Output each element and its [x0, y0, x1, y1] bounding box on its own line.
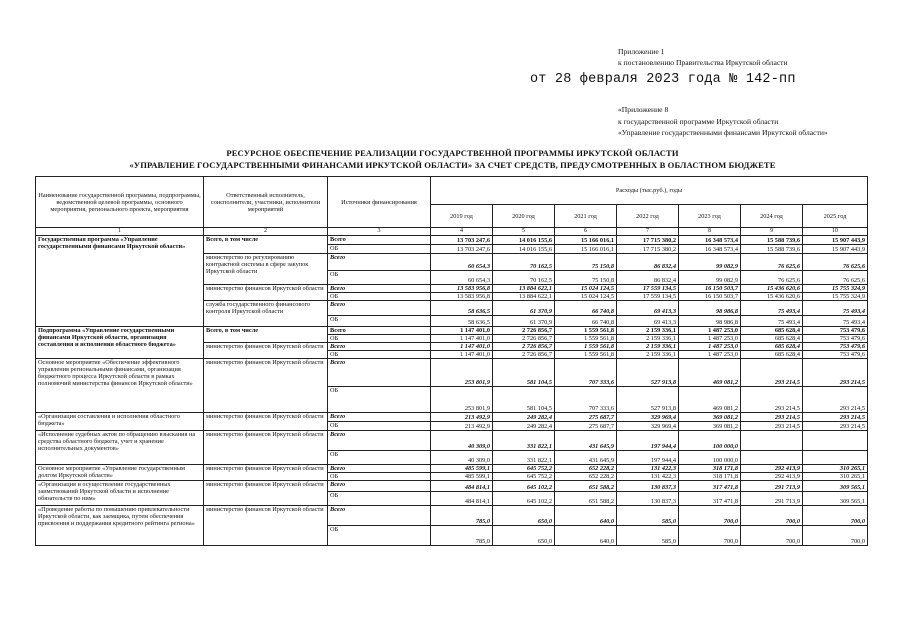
value-cell: 685 628,4 — [741, 343, 803, 351]
value-cell: 484 814,1 — [431, 481, 493, 492]
value-cell: 2 726 856,7 — [493, 351, 555, 359]
decree-reference: к постановлению Правительства Иркутской области — [618, 58, 788, 67]
value-cell: 66 740,8 — [555, 316, 617, 327]
value-cell: 130 837,3 — [617, 481, 679, 492]
value-cell: 369 081,2 — [679, 422, 741, 431]
table-row — [36, 465, 868, 473]
table-row — [36, 481, 868, 492]
header-executor: Ответственный исполнитель, соисполнители, участники, исполнители мероприятий — [204, 177, 328, 228]
value-cell: 75 150,8 — [555, 254, 617, 271]
row-source: Всего — [328, 343, 431, 351]
table-row — [36, 327, 868, 335]
row-source: ОБ — [328, 293, 431, 301]
value-cell: 98 986,8 — [679, 301, 741, 316]
table-row — [36, 236, 868, 245]
row-source: Всего — [328, 285, 431, 293]
value-cell: 197 944,4 — [617, 431, 679, 451]
value-cell: 15 755 324,9 — [803, 293, 868, 301]
value-cell: 707 333,6 — [555, 359, 617, 387]
value-cell: 785,0 — [431, 506, 493, 526]
value-cell: 2 726 856,7 — [493, 343, 555, 351]
row-source: ОБ — [328, 271, 431, 285]
value-cell: 753 479,6 — [803, 343, 868, 351]
value-cell: 331 822,1 — [493, 451, 555, 465]
header-name: Наименование государственной программы, подпрограммы, ведомственной целевой программы, основного мероприятия, регионального проекта, мероприятия — [36, 177, 204, 228]
value-cell: 100 000,0 — [679, 431, 741, 451]
value-cell: 253 801,9 — [431, 387, 493, 413]
value-cell: 70 162,5 — [493, 271, 555, 285]
value-cell: 484 814,1 — [431, 492, 493, 506]
row-source: Всего — [328, 431, 431, 451]
value-cell: 69 413,3 — [617, 316, 679, 327]
value-cell: 15 588 739,6 — [741, 236, 803, 245]
value-cell: 309 565,1 — [803, 492, 868, 506]
value-cell: 100 000,0 — [679, 451, 741, 465]
value-cell: 700,0 — [679, 506, 741, 526]
table-row — [36, 359, 868, 387]
value-cell: 527 913,8 — [617, 387, 679, 413]
value-cell: 1 147 401,0 — [431, 343, 493, 351]
value-cell: 76 625,6 — [741, 254, 803, 271]
value-cell: 14 016 155,6 — [493, 245, 555, 254]
value-cell: 99 082,9 — [679, 271, 741, 285]
value-cell: 369 081,2 — [679, 413, 741, 422]
year-header: 2024 год — [741, 205, 803, 228]
value-cell: 70 162,5 — [493, 254, 555, 271]
value-cell: 650,0 — [493, 526, 555, 546]
row-source: Всего — [328, 327, 431, 335]
value-cell: 650,0 — [493, 506, 555, 526]
column-number: 3 — [328, 228, 431, 236]
value-cell: 14 016 155,6 — [493, 236, 555, 245]
value-cell: 431 645,9 — [555, 451, 617, 465]
table-row — [36, 431, 868, 451]
value-cell: 75 493,4 — [741, 301, 803, 316]
value-cell: 685 628,4 — [741, 351, 803, 359]
value-cell: 331 822,1 — [493, 431, 555, 451]
resource-table — [35, 176, 868, 546]
value-cell: 13 884 622,1 — [493, 293, 555, 301]
value-cell: 293 214,5 — [803, 387, 868, 413]
value-cell: 75 150,8 — [555, 271, 617, 285]
value-cell: 318 171,8 — [679, 473, 741, 481]
value-cell: 76 625,6 — [741, 271, 803, 285]
year-header: 2023 год — [679, 205, 741, 228]
year-header: 2025 год — [803, 205, 868, 228]
value-cell: 2 159 336,1 — [617, 335, 679, 343]
value-cell: 2 159 336,1 — [617, 327, 679, 335]
value-cell — [803, 451, 868, 465]
value-cell: 98 986,8 — [679, 316, 741, 327]
value-cell: 15 166 016,1 — [555, 236, 617, 245]
row-name: Государственная программа «Управление государственными финансами Иркутской области» — [36, 236, 204, 327]
value-cell: 17 715 380,2 — [617, 236, 679, 245]
value-cell: 293 214,5 — [741, 422, 803, 431]
row-source: ОБ — [328, 351, 431, 359]
value-cell: 329 969,4 — [617, 422, 679, 431]
value-cell: 652 228,2 — [555, 465, 617, 473]
row-source: Всего — [328, 359, 431, 387]
row-source: ОБ — [328, 422, 431, 431]
value-cell: 16 150 503,7 — [679, 285, 741, 293]
value-cell: 2 159 336,1 — [617, 351, 679, 359]
value-cell: 753 479,6 — [803, 327, 868, 335]
column-number: 5 — [493, 228, 555, 236]
value-cell: 75 493,4 — [803, 301, 868, 316]
value-cell: 15 588 739,6 — [741, 245, 803, 254]
value-cell: 249 282,4 — [493, 422, 555, 431]
value-cell: 685 628,4 — [741, 327, 803, 335]
value-cell: 645 752,2 — [493, 465, 555, 473]
value-cell: 13 703 247,6 — [431, 245, 493, 254]
row-source: ОБ — [328, 316, 431, 327]
value-cell: 651 588,2 — [555, 492, 617, 506]
value-cell: 318 171,8 — [679, 465, 741, 473]
value-cell: 700,0 — [803, 526, 868, 546]
value-cell: 310 265,1 — [803, 465, 868, 473]
row-executor: Всего, в том числе — [204, 236, 328, 254]
header-expenses: Расходы (тыс.руб.), годы — [431, 177, 868, 205]
decree-date-number: от 28 февраля 2023 года № 142-пп — [530, 72, 796, 87]
row-name: Основное мероприятие «Обеспечение эффективного управления региональными финансами, организация бюджетного процесса Иркутской области в рамках полномочий министерства финансов Иркутской области» — [36, 359, 204, 413]
column-number: 10 — [803, 228, 868, 236]
value-cell: 99 082,9 — [679, 254, 741, 271]
value-cell: 1 487 253,0 — [679, 351, 741, 359]
row-source: Всего — [328, 481, 431, 492]
value-cell: 1 487 253,0 — [679, 335, 741, 343]
value-cell: 58 636,5 — [431, 316, 493, 327]
year-header: 2020 год — [493, 205, 555, 228]
value-cell: 527 913,8 — [617, 359, 679, 387]
value-cell: 581 104,5 — [493, 387, 555, 413]
value-cell: 86 832,4 — [617, 271, 679, 285]
value-cell: 275 687,7 — [555, 422, 617, 431]
value-cell: 131 422,3 — [617, 465, 679, 473]
row-executor: Всего, в том числе — [204, 327, 328, 343]
value-cell: 291 713,9 — [741, 481, 803, 492]
value-cell: 15 755 324,9 — [803, 285, 868, 293]
row-name: «Организация и осуществление государственных заимствований Иркутской области и исполнение обязательств по ним» — [36, 481, 204, 506]
row-source: ОБ — [328, 473, 431, 481]
value-cell: 76 625,6 — [803, 271, 868, 285]
value-cell: 685 628,4 — [741, 335, 803, 343]
value-cell: 15 166 016,1 — [555, 245, 617, 254]
row-executor: министерство финансов Иркутской области — [204, 413, 328, 431]
value-cell: 197 944,4 — [617, 451, 679, 465]
row-executor: министерство финансов Иркутской области — [204, 343, 328, 359]
value-cell: 1 559 561,8 — [555, 343, 617, 351]
value-cell: 1 147 401,0 — [431, 327, 493, 335]
value-cell: 329 969,4 — [617, 413, 679, 422]
value-cell: 585,0 — [617, 526, 679, 546]
value-cell: 431 645,9 — [555, 431, 617, 451]
value-cell: 16 348 573,4 — [679, 245, 741, 254]
value-cell: 75 493,4 — [803, 316, 868, 327]
value-cell: 700,0 — [741, 526, 803, 546]
value-cell — [741, 451, 803, 465]
value-cell: 293 214,5 — [741, 387, 803, 413]
row-source: Всего — [328, 465, 431, 473]
value-cell: 652 228,2 — [555, 473, 617, 481]
value-cell: 293 214,5 — [803, 422, 868, 431]
value-cell: 69 413,3 — [617, 301, 679, 316]
value-cell: 291 713,9 — [741, 492, 803, 506]
value-cell: 700,0 — [741, 506, 803, 526]
row-source: Всего — [328, 506, 431, 526]
value-cell — [741, 431, 803, 451]
column-number: 6 — [555, 228, 617, 236]
row-source: ОБ — [328, 245, 431, 254]
value-cell: 213 492,9 — [431, 422, 493, 431]
value-cell: 131 422,3 — [617, 473, 679, 481]
row-source: Всего — [328, 413, 431, 422]
value-cell: 2 726 856,7 — [493, 327, 555, 335]
value-cell: 1 147 401,0 — [431, 335, 493, 343]
value-cell: 292 413,9 — [741, 473, 803, 481]
row-source: ОБ — [328, 492, 431, 506]
value-cell: 275 687,7 — [555, 413, 617, 422]
program-reference: к государственной программе Иркутской области — [618, 116, 779, 126]
year-header: 2021 год — [555, 205, 617, 228]
appendix-8-label: «Приложение 8 — [618, 105, 669, 114]
value-cell: 640,0 — [555, 506, 617, 526]
value-cell: 130 837,3 — [617, 492, 679, 506]
row-source: Всего — [328, 301, 431, 316]
table-row — [36, 413, 868, 422]
value-cell: 13 703 247,6 — [431, 236, 493, 245]
year-header: 2019 год — [431, 205, 493, 228]
row-source: ОБ — [328, 387, 431, 413]
value-cell: 13 583 956,8 — [431, 293, 493, 301]
row-executor: служба государственного финансового контроля Иркутской области — [204, 301, 328, 327]
row-name: «Исполнение судебных актов по обращению взыскания на средства областного бюджета, учет и хранение исполнительных документов» — [36, 431, 204, 465]
value-cell: 645 102,2 — [493, 481, 555, 492]
appendix-1-label: Приложение 1 — [618, 47, 665, 56]
value-cell: 61 370,9 — [493, 316, 555, 327]
value-cell: 17 715 380,2 — [617, 245, 679, 254]
value-cell: 15 436 620,6 — [741, 285, 803, 293]
value-cell: 15 907 443,9 — [803, 245, 868, 254]
value-cell: 60 654,3 — [431, 254, 493, 271]
document-title-line-2: «УПРАВЛЕНИЕ ГОСУДАРСТВЕННЫМИ ФИНАНСАМИ ИРКУТСКОЙ ОБЛАСТИ» ЗА СЧЕТ СРЕДСТВ, ПРЕДУСМОТРЕННЫХ В ОБЛАСТНОМ БЮДЖЕТЕ — [129, 160, 776, 170]
row-source: Всего — [328, 254, 431, 271]
value-cell: 253 801,9 — [431, 359, 493, 387]
value-cell: 249 282,4 — [493, 413, 555, 422]
value-cell: 76 625,6 — [803, 254, 868, 271]
appendix-8-header — [618, 104, 828, 139]
value-cell: 292 413,9 — [741, 465, 803, 473]
value-cell: 645 752,2 — [493, 473, 555, 481]
value-cell: 293 214,5 — [741, 413, 803, 422]
value-cell: 700,0 — [803, 506, 868, 526]
value-cell: 645 102,2 — [493, 492, 555, 506]
value-cell: 317 471,8 — [679, 481, 741, 492]
value-cell: 213 492,9 — [431, 413, 493, 422]
value-cell: 293 214,5 — [803, 359, 868, 387]
value-cell: 707 333,6 — [555, 387, 617, 413]
value-cell: 58 636,5 — [431, 301, 493, 316]
value-cell: 16 348 573,4 — [679, 236, 741, 245]
value-cell: 753 479,6 — [803, 335, 868, 343]
row-executor: министерство финансов Иркутской области — [204, 465, 328, 481]
value-cell: 785,0 — [431, 526, 493, 546]
column-number: 1 — [36, 228, 204, 236]
value-cell: 15 907 443,9 — [803, 236, 868, 245]
row-executor: министерство финансов Иркутской области — [204, 431, 328, 465]
value-cell: 15 024 124,5 — [555, 285, 617, 293]
value-cell: 1 487 253,0 — [679, 343, 741, 351]
value-cell: 700,0 — [679, 526, 741, 546]
row-name: Основное мероприятие «Управление государственным долгом Иркутской области» — [36, 465, 204, 481]
value-cell: 1 559 561,8 — [555, 351, 617, 359]
value-cell: 317 471,8 — [679, 492, 741, 506]
row-name: «Организация составления и исполнения областного бюджета» — [36, 413, 204, 431]
value-cell: 2 726 856,7 — [493, 335, 555, 343]
value-cell: 17 559 134,5 — [617, 285, 679, 293]
value-cell: 640,0 — [555, 526, 617, 546]
program-name: «Управление государственными финансами Иркутской области» — [618, 128, 828, 137]
row-source: ОБ — [328, 526, 431, 546]
value-cell: 485 599,1 — [431, 465, 493, 473]
year-header: 2022 год — [617, 205, 679, 228]
value-cell: 585,0 — [617, 506, 679, 526]
value-cell: 13 583 956,8 — [431, 285, 493, 293]
appendix-header — [618, 46, 788, 68]
row-source: ОБ — [328, 451, 431, 465]
value-cell: 1 487 253,0 — [679, 327, 741, 335]
value-cell: 40 309,0 — [431, 431, 493, 451]
header-source: Источники финансирования — [328, 177, 431, 228]
value-cell: 1 559 561,8 — [555, 327, 617, 335]
value-cell: 13 884 622,1 — [493, 285, 555, 293]
row-executor: министерство по регулированию контрактной системы в сфере закупок Иркутской области — [204, 254, 328, 285]
column-number-row — [36, 228, 868, 236]
document-title-line-1: РЕСУРСНОЕ ОБЕСПЕЧЕНИЕ РЕАЛИЗАЦИИ ГОСУДАРСТВЕННОЙ ПРОГРАММЫ ИРКУТСКОЙ ОБЛАСТИ — [226, 148, 679, 158]
value-cell: 310 265,1 — [803, 473, 868, 481]
row-executor: министерство финансов Иркутской области — [204, 359, 328, 413]
value-cell — [803, 431, 868, 451]
value-cell: 293 214,5 — [741, 359, 803, 387]
value-cell: 86 832,4 — [617, 254, 679, 271]
table-row — [36, 506, 868, 526]
row-name: «Проведение работы по повышению привлекательности Иркутской области, как заемщика, путем обеспечения присвоения и поддержания кредитного рейтинга региона» — [36, 506, 204, 546]
value-cell: 651 588,2 — [555, 481, 617, 492]
value-cell: 309 565,1 — [803, 481, 868, 492]
value-cell: 60 654,3 — [431, 271, 493, 285]
value-cell: 293 214,5 — [803, 413, 868, 422]
value-cell: 61 370,9 — [493, 301, 555, 316]
value-cell: 2 159 336,1 — [617, 343, 679, 351]
row-name: Подпрограмма «Управление государственными финансами Иркутской области, организация составления и исполнения областного бюджета» — [36, 327, 204, 359]
value-cell: 1 559 561,8 — [555, 335, 617, 343]
value-cell: 753 479,6 — [803, 351, 868, 359]
value-cell: 15 024 124,5 — [555, 293, 617, 301]
column-number: 9 — [741, 228, 803, 236]
row-executor: министерство финансов Иркутской области — [204, 506, 328, 546]
column-number: 7 — [617, 228, 679, 236]
row-source: ОБ — [328, 335, 431, 343]
value-cell: 1 147 401,0 — [431, 351, 493, 359]
value-cell: 469 081,2 — [679, 359, 741, 387]
row-executor: министерство финансов Иркутской области — [204, 481, 328, 506]
value-cell: 40 309,0 — [431, 451, 493, 465]
value-cell: 469 081,2 — [679, 387, 741, 413]
column-number: 4 — [431, 228, 493, 236]
value-cell: 75 493,4 — [741, 316, 803, 327]
column-number: 2 — [204, 228, 328, 236]
row-executor: министерство финансов Иркутской области — [204, 285, 328, 301]
value-cell: 485 599,1 — [431, 473, 493, 481]
value-cell: 66 740,8 — [555, 301, 617, 316]
value-cell: 16 150 503,7 — [679, 293, 741, 301]
value-cell: 581 104,5 — [493, 359, 555, 387]
column-number: 8 — [679, 228, 741, 236]
value-cell: 15 436 620,6 — [741, 293, 803, 301]
row-source: Всего — [328, 236, 431, 245]
value-cell: 17 559 134,5 — [617, 293, 679, 301]
